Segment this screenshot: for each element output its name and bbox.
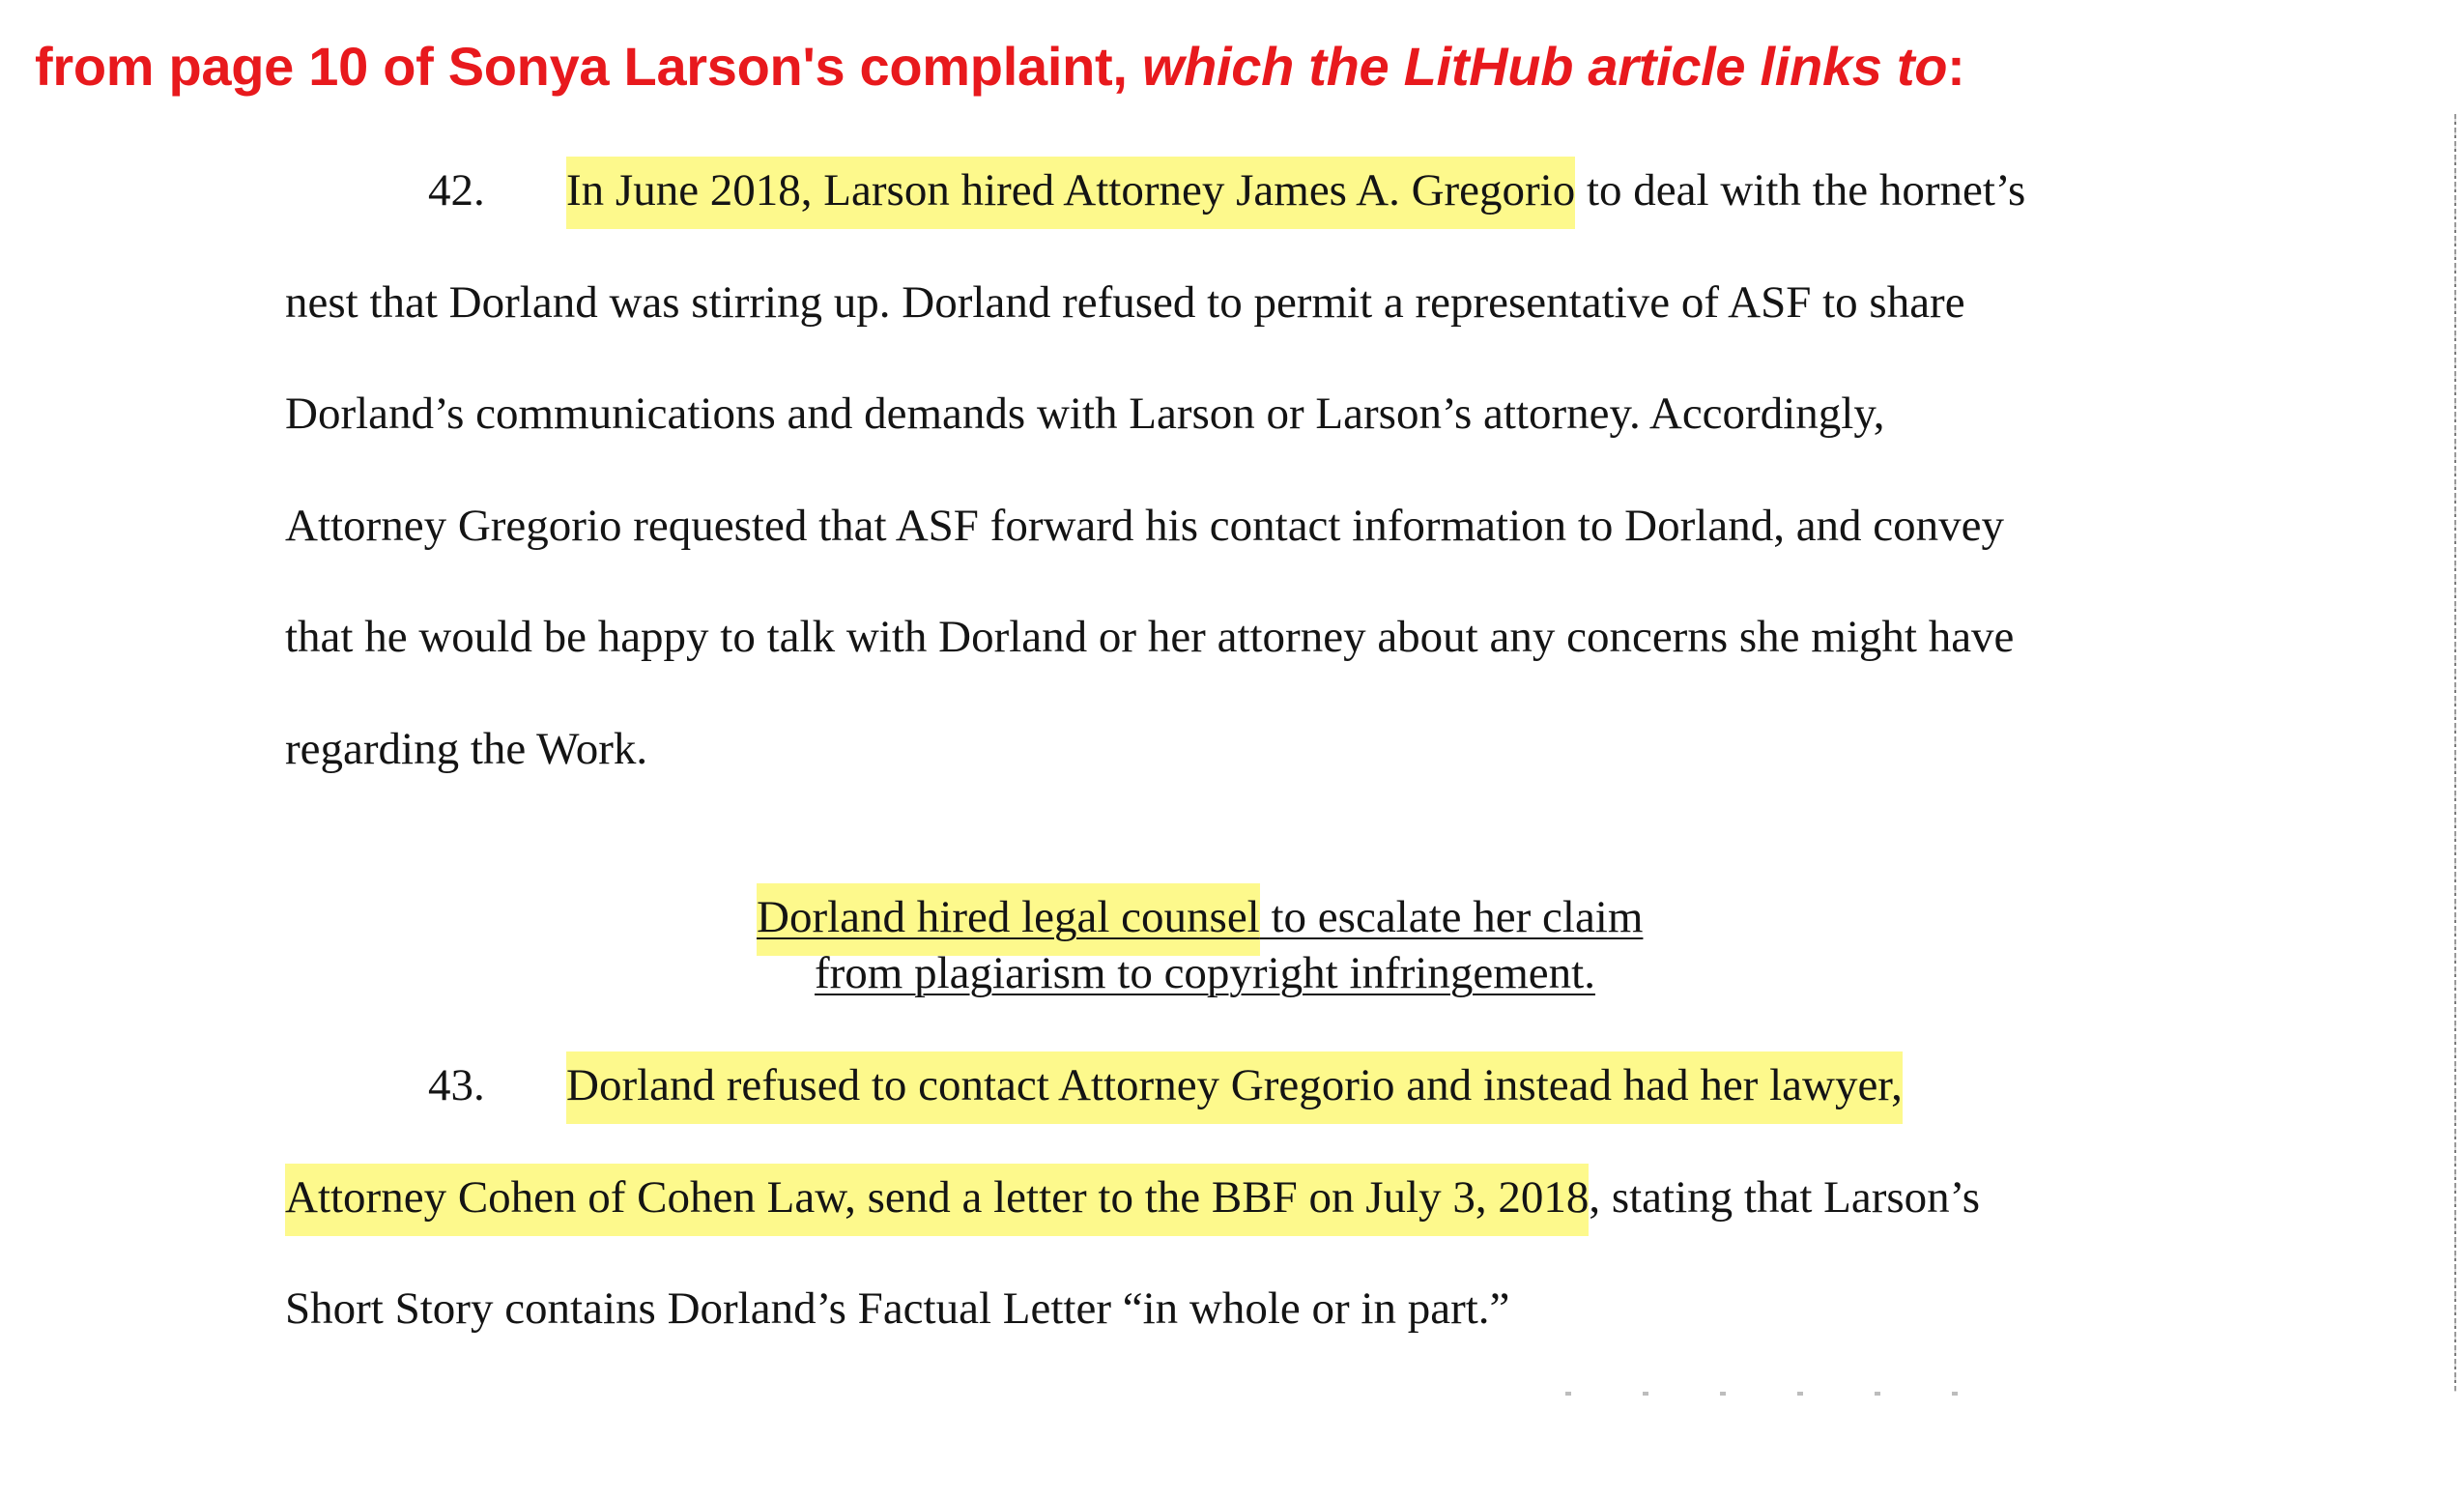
paragraph-42-line-6: regarding the Work. (285, 724, 648, 774)
paragraph-42-line-3: Dorland’s communications and demands with Larson or Larson’s attorney. Accordingly, (285, 389, 1885, 439)
line-rest: , stating that Larson’s (1589, 1172, 1980, 1223)
paragraph-number-43: 43. (428, 1060, 485, 1110)
section-heading-line-1 (757, 892, 1644, 942)
paragraph-42-line-5: that he would be happy to talk with Dorland or her attorney about any concerns she might have (285, 612, 2015, 662)
highlight-legal-counsel: Dorland hired legal counsel (757, 883, 1260, 956)
caption-part-1: from page 10 of Sonya Larson's complaint, (35, 36, 1142, 97)
paragraph-42-line-4: Attorney Gregorio requested that ASF forward his contact information to Dorland, and convey (285, 501, 2005, 551)
paragraph-number-42: 42. (428, 165, 485, 216)
highlight-cohen-letter: Attorney Cohen of Cohen Law, send a letter to the BBF on July 3, 2018 (285, 1164, 1589, 1236)
paragraph-43-line-1 (566, 1060, 1903, 1110)
scan-edge-rule (2454, 114, 2456, 1392)
paragraph-43-line-3: Short Story contains Dorland’s Factual Letter “in whole or in part.” (285, 1283, 1510, 1334)
highlight-gregorio: In June 2018, Larson hired Attorney James A. Gregorio (566, 157, 1575, 229)
paragraph-43-line-2 (285, 1172, 1980, 1223)
heading-rest: to escalate her claim (1259, 892, 1644, 942)
caption-title (35, 35, 1965, 98)
highlight-refused-contact: Dorland refused to contact Attorney Gregorio and instead had her lawyer, (566, 1051, 1903, 1124)
paragraph-42-line-1 (566, 165, 2026, 216)
scan-specks (1565, 1392, 2000, 1396)
caption-part-3: : (1947, 36, 1965, 97)
paragraph-42-line-2: nest that Dorland was stirring up. Dorland refused to permit a representative of ASF to share (285, 277, 1965, 328)
line-rest: to deal with the hornet’s (1575, 165, 2026, 216)
section-heading-line-2: from plagiarism to copyright infringement. (815, 948, 1595, 998)
caption-part-2: which the LitHub article links to (1141, 36, 1948, 97)
